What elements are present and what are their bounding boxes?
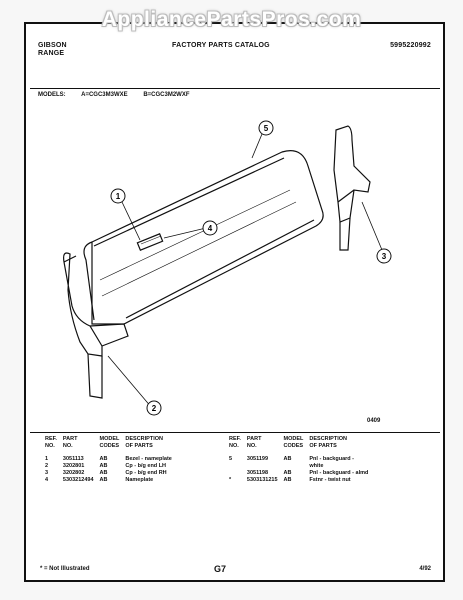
col-description: DESCRIPTION OF PARTS [125,436,163,449]
svg-text:2: 2 [151,404,157,413]
col-ref-no: REF. NO. [229,436,241,449]
col-description: DESCRIPTION OF PARTS [309,436,347,449]
revision-date: 4/92 [419,566,431,572]
brand-line-1: GIBSON [38,42,67,49]
ref-cell: 5 [229,456,233,462]
model-a: A=CGC3M3WXE [81,92,128,98]
codes-cell: AB [99,477,108,483]
ref-cell [226,470,244,477]
svg-text:5: 5 [263,124,269,133]
codes-cell: AB [99,456,108,462]
codes-cell: AB [99,470,108,476]
table-row [226,470,371,477]
catalog-number: 5995220992 [390,42,431,49]
svg-text:3: 3 [381,252,387,261]
brand-line-2: RANGE [38,50,65,57]
desc-cell: Cp - b/g end RH [125,470,167,476]
ref-cell [226,463,244,470]
svg-text:1: 1 [115,192,121,201]
desc-cell: Pnl - backguard - [309,456,355,462]
table-row [42,456,175,463]
parts-table-right [226,436,371,484]
part-cell: 3051198 [246,470,269,476]
col-model-codes: MODEL CODES [283,436,304,449]
col-ref-no: REF. NO. [45,436,57,449]
model-b: B=CGC3M2WXF [143,92,190,98]
desc-cell: Cp - b/g end LH [125,463,167,469]
callout-5 [259,121,273,135]
ref-cell: * [229,477,232,483]
part-cell: 3202802 [62,470,85,476]
table-row [42,470,175,477]
divider-top [30,88,440,89]
models-row [38,92,203,98]
desc-cell: Nameplate [125,477,154,483]
ref-cell: 2 [45,463,49,469]
ref-cell: 4 [45,477,49,483]
codes-cell: AB [283,477,292,483]
part-cell: 5303212494 [62,477,94,483]
desc-cell: Pnl - backguard - almd [309,470,369,476]
codes-cell [281,463,307,470]
col-model-codes: MODEL CODES [99,436,120,449]
table-row [226,477,371,484]
page-number: G7 [214,564,227,574]
divider-bottom [30,432,440,433]
parts-table-left [42,436,175,484]
figure-code: 0409 [367,418,381,424]
brand-label [38,42,67,58]
backguard-panel [92,151,323,324]
ref-cell: 1 [45,456,49,462]
desc-cell: Fstnr - twist nut [309,477,351,483]
callout-1 [111,189,125,203]
table-row [226,456,371,463]
codes-cell: AB [99,463,108,469]
nameplate [137,234,162,250]
col-part-no: PART NO. [62,436,78,449]
ref-cell: 3 [45,470,49,476]
desc-cell: Bezel - nameplate [125,456,172,462]
codes-cell: AB [283,470,292,476]
models-label: MODELS: [38,92,66,98]
callout-3 [377,249,391,263]
part-cell: 5303131215 [246,477,278,483]
part-cell: 3202801 [62,463,85,469]
part-cell: 3051113 [62,456,84,462]
table-header-row [42,436,175,456]
exploded-parts-diagram [40,110,420,430]
footnote: * = Not Illustrated [40,566,90,572]
part-cell: 3051199 [246,456,269,462]
table-row [42,463,175,470]
catalog-title: FACTORY PARTS CATALOG [172,42,270,49]
svg-text:4: 4 [207,224,213,233]
table-row [42,477,175,484]
codes-cell: AB [283,456,292,462]
desc-cell: white [309,463,324,469]
callout-4 [203,221,217,235]
table-header-row [226,436,371,456]
part-cell [244,463,281,470]
table-row [226,463,371,470]
watermark-text: AppliancePartsPros.com [101,8,362,31]
callout-2 [147,401,161,415]
col-part-no: PART NO. [246,436,262,449]
left-end-cap [64,253,102,356]
